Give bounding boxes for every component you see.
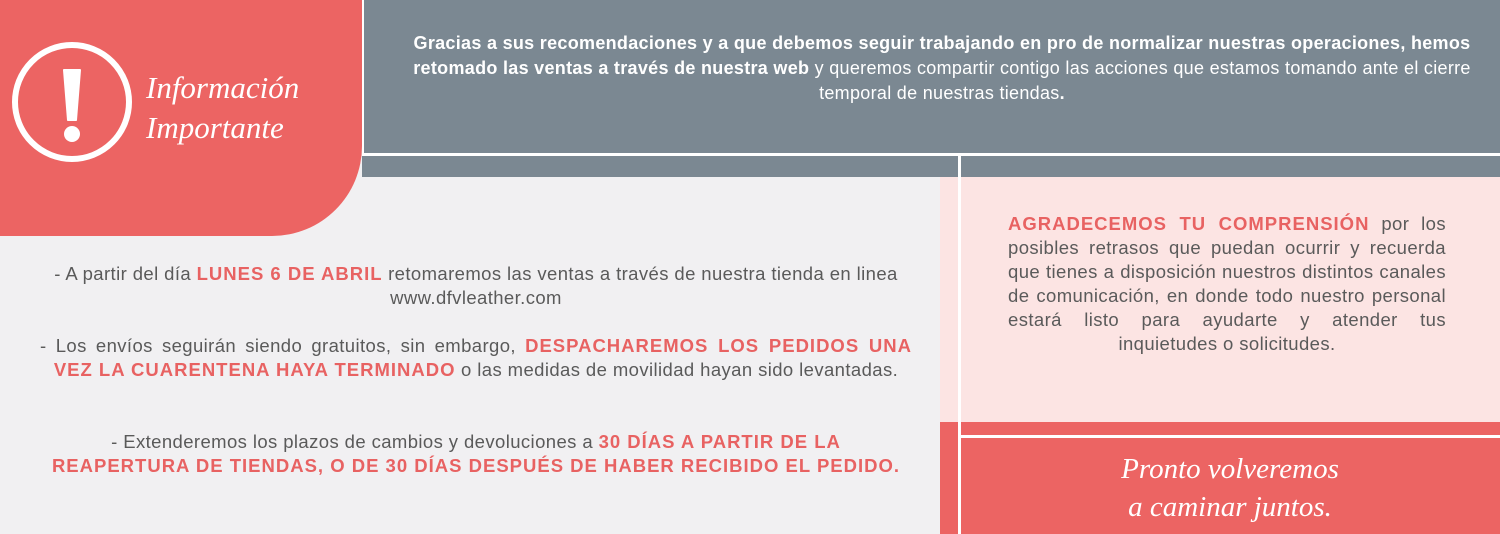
item-text: o las medidas de movilidad hayan sido levantadas. <box>455 359 899 380</box>
thanks-highlight: AGRADECEMOS TU COMPRENSIÓN <box>1008 213 1370 234</box>
intro-rest: y queremos compartir contigo las acciones que estamos tomando ante el cierre temporal de nuestras tiendas <box>809 58 1471 103</box>
list-item <box>40 262 912 310</box>
list-item <box>40 334 912 382</box>
intro-text <box>412 31 1472 106</box>
item-highlight: 30 DÍAS A PARTIR DE LA REAPERTURA DE TIENDAS, O DE 30 DÍAS DESPUÉS DE HABER RECIBIDO EL PEDIDO. <box>51 431 901 476</box>
closing-line-2: a caminar juntos. <box>1128 491 1332 523</box>
intro-end: . <box>1059 83 1065 103</box>
thanks-text <box>1008 212 1446 356</box>
divider-line <box>362 153 1500 156</box>
item-highlight: LUNES 6 DE ABRIL <box>196 263 383 284</box>
divider-strip <box>362 155 960 177</box>
info-badge <box>0 0 362 236</box>
item-text: - Los envíos seguirán siendo gratuitos, sin embargo, <box>40 335 526 356</box>
item-highlight: DESPACHAREMOS LOS PEDIDOS UNA VEZ LA CUARENTENA HAYA TERMINADO <box>53 335 912 380</box>
divider-line <box>362 0 364 155</box>
divider-line <box>958 435 1500 438</box>
closing-line-1: Pronto volveremos <box>1121 453 1339 485</box>
closing-message <box>960 450 1500 526</box>
badge-title-line-1: Información <box>146 70 300 105</box>
badge-title-line-2: Importante <box>146 110 284 145</box>
list-item <box>40 430 912 478</box>
intro-bold: Gracias a sus recomendaciones y a que debemos seguir trabajando en pro de normalizar nuestras operaciones, hemos retomado las ventas a través de nuestra web <box>413 33 1471 78</box>
badge-title <box>146 68 299 148</box>
item-text: - A partir del día <box>54 263 197 284</box>
item-text: retomaremos las ventas a través de nuestra tienda en linea www.dfvleather.com <box>382 263 898 308</box>
thanks-body: por los posibles retrasos que puedan ocurrir y recuerda que tienes a disposición nuestros distintos canales de comunicación, en donde todo nuestro personal estará listo para ayudarte y atender tus inquietudes o solicitudes. <box>1008 213 1446 354</box>
divider-strip <box>960 155 1500 177</box>
item-text: - Extenderemos los plazos de cambios y devoluciones a <box>111 431 599 452</box>
exclamation-circle-icon <box>10 40 134 164</box>
